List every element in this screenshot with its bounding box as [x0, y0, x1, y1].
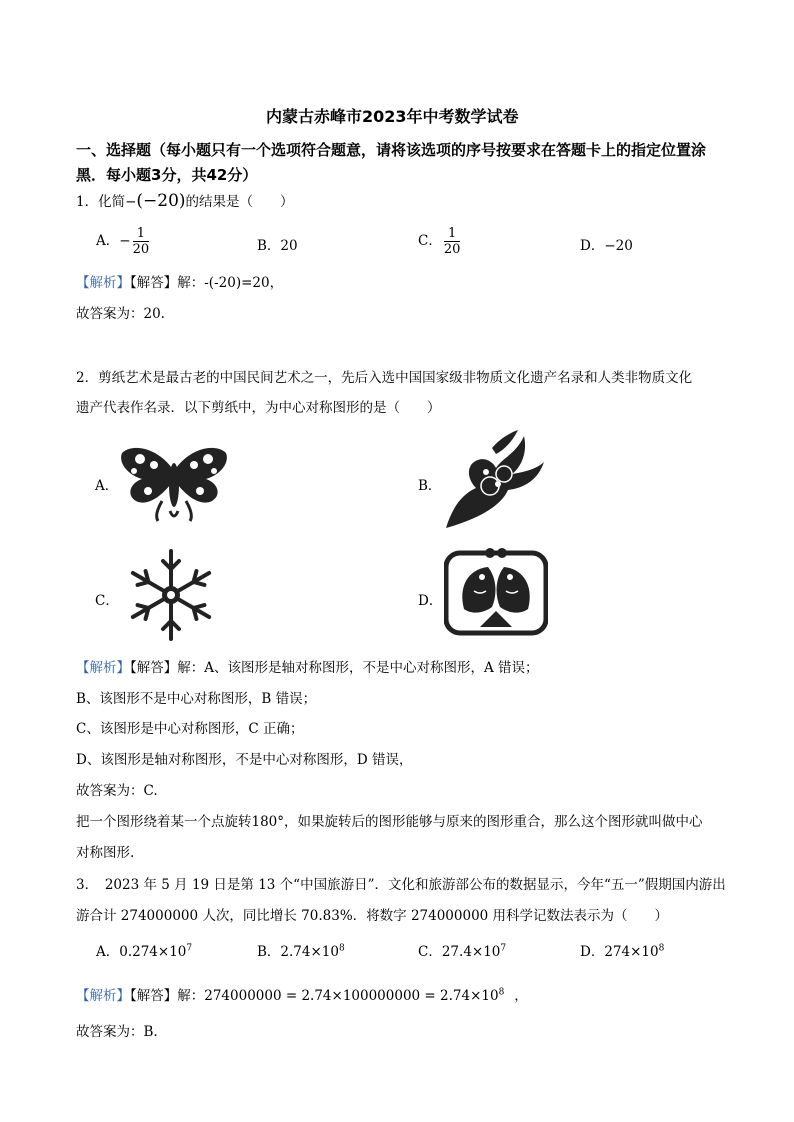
- question-2-stem-line2: 遗产代表作名录．以下剪纸中，为中心对称图形的是（ ）: [76, 400, 441, 416]
- fraction: $\frac{1}{20}$: [443, 226, 461, 257]
- question-1-stem: 1．化简−(−20)的结果是（ ）: [76, 191, 294, 211]
- q2-final-answer: 故答案为：C.: [76, 783, 158, 799]
- q2-note-line1: 把一个图形绕着某一个点旋转180°，如果旋转后的图形能够与原来的图形重合，那么这个图形就叫做中心: [76, 814, 703, 830]
- analysis-tag: 【解析】: [76, 988, 130, 1004]
- q3-final-answer: 故答案为：B.: [76, 1024, 158, 1040]
- q1-final-answer: 故答案为：20.: [76, 306, 165, 322]
- q3-option-b: B．$2.74\times 10^8$: [257, 943, 345, 960]
- q2-option-c-label: C．: [95, 593, 119, 609]
- fish-papercut-image: [444, 547, 548, 637]
- analysis-tag: 【解析】: [76, 275, 130, 291]
- q1-option-a: A．− $\frac{1}{20}$: [96, 226, 150, 257]
- snowflake-papercut-image: [118, 547, 224, 643]
- q2-solution-line3: C、该图形是中心对称图形，C 正确；: [76, 721, 304, 737]
- q1-option-c: C． $\frac{1}{20}$: [418, 226, 461, 257]
- question-2-stem-line1: 2．剪纸艺术是最古老的中国民间艺术之一，先后入选中国国家级非物质文化遗产名录和人类非物质文化: [76, 370, 693, 386]
- fraction: $\frac{1}{20}$: [132, 226, 150, 257]
- question-number: 1．: [76, 194, 99, 210]
- butterfly-papercut-image: [118, 441, 230, 523]
- q1-option-d: D．−20: [580, 238, 633, 254]
- question-3-stem-line2: 游合计 274000000 人次，同比增长 70.83%．将数字 274000000 用科学记数法表示为（ ）: [76, 908, 669, 924]
- swallows-papercut-image: [442, 428, 546, 532]
- analysis-tag: 【解析】: [76, 660, 130, 676]
- answer-tag: 【解答】: [130, 988, 178, 1004]
- q2-solution-line1: 【解析】【解答】解：A、该图形是轴对称图形，不是中心对称图形，A 错误；: [76, 660, 539, 676]
- q3-solution: 【解析】【解答】解：$274000000 = 2.74\times 100000000 = 2.74\times 10^8$ ，: [76, 987, 528, 1004]
- q1-option-b: B．20: [257, 238, 298, 254]
- q3-option-d: D．$274\times 10^8$: [580, 943, 665, 960]
- q3-option-a: A．$0.274\times 10^7$: [96, 943, 193, 960]
- answer-tag: 【解答】: [130, 275, 178, 291]
- q2-option-b-label: B．: [418, 478, 442, 494]
- q2-note-line2: 对称图形.: [76, 845, 135, 861]
- q3-option-c: C．$27.4\times 10^7$: [418, 943, 507, 960]
- q2-option-a-label: A．: [95, 478, 119, 494]
- section-heading-line1: 一、选择题（每小题只有一个选项符合题意，请将该选项的序号按要求在答题卡上的指定位置涂: [76, 141, 707, 159]
- question-3-stem-line1: 3． 2023 年 5 月 19 日是第 13 个“中国旅游日”．文化和旅游部公布的数据显示，今年“五一”假期国内游出: [76, 877, 726, 893]
- q2-solution-line2: B、该图形不是中心对称图形，B 错误；: [76, 691, 317, 707]
- q2-option-d-label: D．: [418, 593, 443, 609]
- page-title: 内蒙古赤峰市2023年中考数学试卷: [266, 107, 519, 126]
- answer-tag: 【解答】: [130, 660, 178, 676]
- q2-solution-line4: D、该图形是轴对称图形，不是中心对称图形，D 错误，: [76, 752, 413, 768]
- q1-solution: 【解析】【解答】解：-(-20)=20，: [76, 275, 284, 291]
- section-heading-line2: 黑．每小题3分，共42分）: [76, 166, 258, 184]
